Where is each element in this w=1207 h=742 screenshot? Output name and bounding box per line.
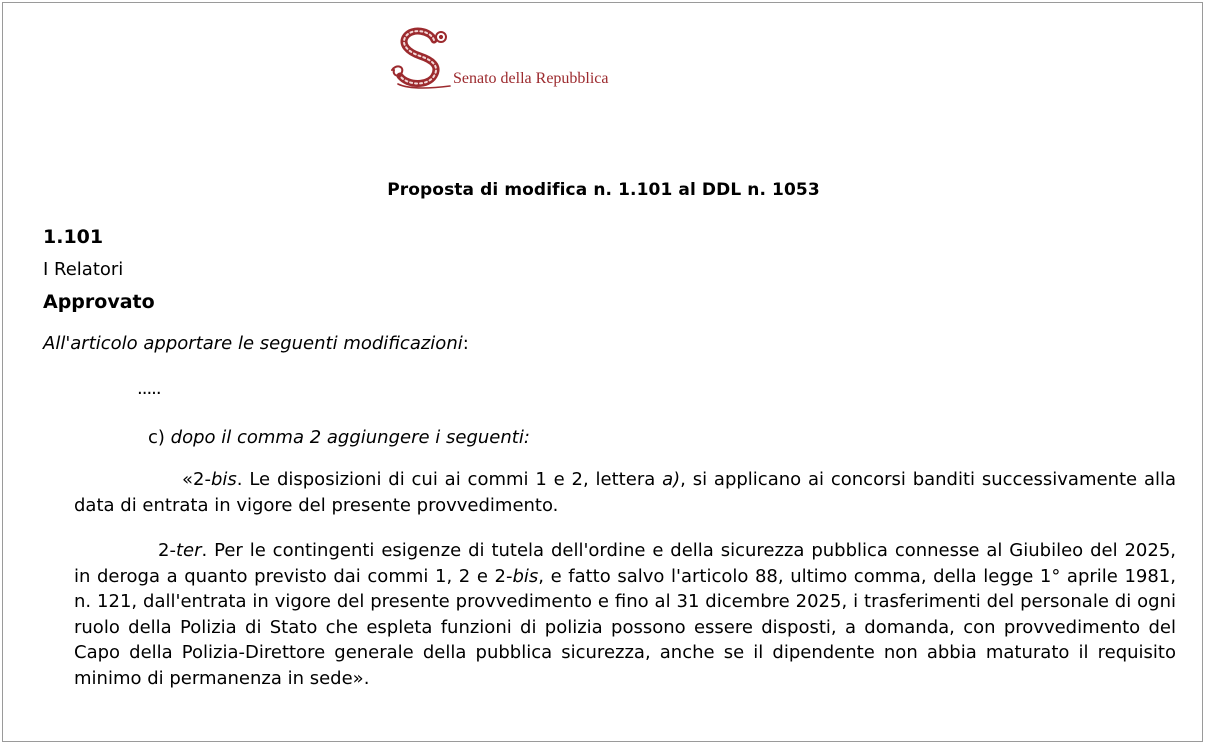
proposer: I Relatori bbox=[43, 259, 124, 280]
p2-text-a: . Per le contingenti esigenze di tutela dell'ordine e della sicurezza pubblica connesse al Giubileo del 2025, in deroga a quanto previsto dai commi 1, 2 e 2- bbox=[74, 540, 1176, 587]
intro-colon: : bbox=[462, 333, 469, 354]
amendment-number: 1.101 bbox=[43, 226, 104, 248]
item-c bbox=[148, 427, 530, 448]
intro-text: All'articolo apportare le seguenti modificazioni bbox=[43, 333, 463, 354]
p2-ter: ter bbox=[175, 540, 202, 561]
paragraph-2-ter bbox=[74, 538, 1176, 691]
p2-bis: bis bbox=[512, 565, 539, 587]
item-letter: c) bbox=[148, 427, 165, 448]
p1-open: «2- bbox=[182, 469, 211, 490]
p1-bis: bis bbox=[210, 469, 237, 490]
p1-text-a: . Le disposizioni di cui ai commi 1 e 2, lettera bbox=[236, 469, 663, 490]
senato-s-monogram-icon bbox=[390, 26, 456, 90]
intro-line bbox=[43, 333, 469, 354]
status-label: Approvato bbox=[43, 291, 155, 313]
p1-letter-ref: a) bbox=[662, 469, 681, 490]
omission-ellipsis: ..... bbox=[137, 378, 161, 399]
item-instruction: dopo il comma 2 aggiungere i seguenti: bbox=[170, 427, 530, 448]
senato-logo bbox=[390, 26, 650, 92]
p2-text-b: , e fatto salvo l'articolo 88, ultimo comma, della legge 1° aprile 1981, n. 121, dall'entrata in vigore del presente provvedimento e fino al 31 dicembre 2025, i trasferimenti del personale di ogni ruolo della Polizia di Stato che espleta funzioni di polizia possono essere disposti, a domanda, con provvedimento del Capo della Polizia-Direttore generale della pubblica sicurezza, anche se il dipendente non abbia maturato il requisito minimo di permanenza in sede». bbox=[74, 565, 1176, 689]
document-title: Proposta di modifica n. 1.101 al DDL n. 1053 bbox=[387, 180, 820, 200]
p1-text-b: , si applicano ai concorsi banditi successivamente alla data di entrata in vigore del presente provvedimento. bbox=[74, 469, 1177, 516]
institution-name: Senato della Repubblica bbox=[453, 70, 609, 87]
p2-prefix: 2- bbox=[158, 540, 176, 561]
paragraph-2-bis bbox=[74, 467, 1176, 518]
